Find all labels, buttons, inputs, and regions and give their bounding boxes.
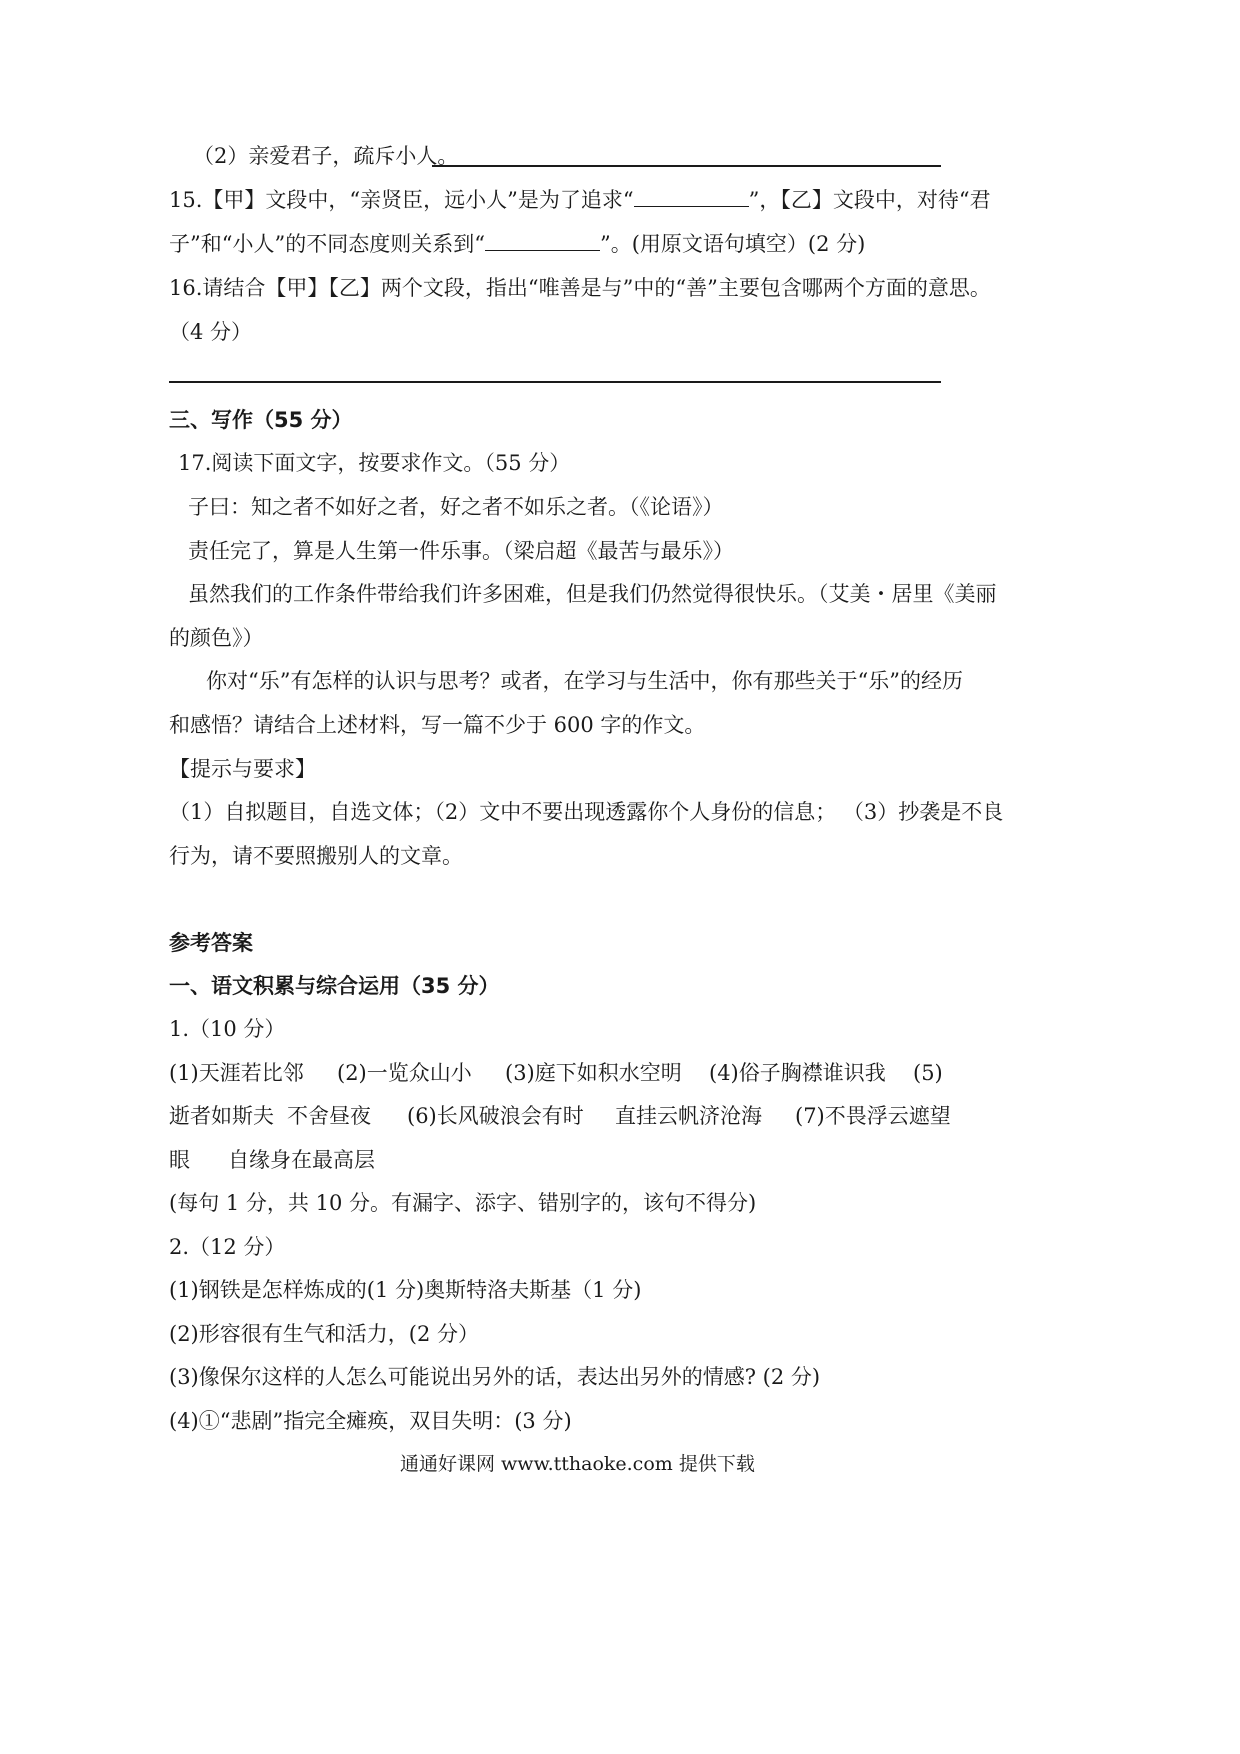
answer1-note: (每句 1 分，共 10 分。有漏字、添字、错别字的，该句不得分) bbox=[169, 1191, 757, 1215]
answer1-item: (1)天涯若比邻 bbox=[169, 1061, 304, 1085]
q16-line2: （4 分） bbox=[169, 320, 253, 344]
quote-curie-line1: 虽然我们的工作条件带给我们许多困难，但是我们仍然觉得很快乐。（艾美・居里《美丽 bbox=[188, 582, 997, 606]
answer2-item2: (2)形容很有生气和活力，(2 分） bbox=[169, 1322, 479, 1346]
answer1-item: (2)一览众山小 bbox=[337, 1061, 472, 1085]
essay-prompt-line1: 你对“乐”有怎样的认识与思考？或者，在学习与生活中，你有那些关于“乐”的经历 bbox=[206, 669, 963, 693]
q15-line2: 子”和“小人”的不同态度则关系到“ ”。(用原文语句填空）(2 分) bbox=[169, 232, 866, 256]
answer1-item: (6)长风破浪会有时 bbox=[407, 1104, 584, 1128]
answer1-item: (7)不畏浮云遮望 bbox=[795, 1104, 951, 1128]
answer1-item: 眼 bbox=[169, 1148, 190, 1172]
answers-heading: 参考答案 bbox=[169, 931, 253, 955]
answer2-title: 2.（12 分） bbox=[169, 1235, 286, 1259]
quote-liang: 责任完了，算是人生第一件乐事。（梁启超《最苦与最乐》） bbox=[188, 539, 734, 563]
answer1-title: 1.（10 分） bbox=[169, 1017, 286, 1041]
answer1-item: 逝者如斯夫 bbox=[169, 1104, 274, 1128]
q15-line1: 15.【甲】文段中，“亲贤臣，远小人”是为了追求“ ”，【乙】文段中，对待“君 bbox=[169, 188, 991, 212]
answer1-item: 自缘身在最高层 bbox=[228, 1148, 375, 1172]
quote-lunyu: 子曰：知之者不如好之者，好之者不如乐之者。（《论语》） bbox=[188, 495, 724, 519]
answer1-item: (5) bbox=[913, 1061, 943, 1085]
answer2-item1: (1)钢铁是怎样炼成的(1 分)奥斯特洛夫斯基（1 分) bbox=[169, 1278, 642, 1302]
answer2-item4: (4)①“悲剧”指完全瘫痪，双目失明：(3 分) bbox=[169, 1409, 572, 1433]
q17-prompt: 17.阅读下面文字，按要求作文。（55 分） bbox=[178, 451, 571, 475]
answer1-item: (3)庭下如积水空明 bbox=[505, 1061, 682, 1085]
tips-line1: （1）自拟题目，自选文体；（2）文中不要出现透露你个人身份的信息； （3）抄袭是不良 bbox=[169, 800, 1004, 824]
q16-line1: 16.请结合【甲】【乙】两个文段，指出“唯善是与”中的“善”主要包含哪两个方面的意思。 bbox=[169, 276, 991, 300]
tips-line2: 行为，请不要照搬别人的文章。 bbox=[169, 844, 463, 868]
answer2-item3: (3)像保尔这样的人怎么可能说出另外的话，表达出另外的情感? (2 分) bbox=[169, 1365, 821, 1389]
q15-blank-2 bbox=[485, 249, 600, 251]
answer1-item: 不舍昼夜 bbox=[287, 1104, 371, 1128]
quote-curie-line2: 的颜色》） bbox=[169, 626, 264, 650]
writing-heading: 三、写作（55 分） bbox=[169, 408, 353, 432]
answer1-item: (4)俗子胸襟谁识我 bbox=[709, 1061, 886, 1085]
answer1-item: 直挂云帆济沧海 bbox=[615, 1104, 762, 1128]
page-footer: 通通好课网 www.tthaoke.com 提供下载 bbox=[400, 1453, 755, 1475]
q15-blank-1 bbox=[634, 205, 749, 207]
answer-line-q16 bbox=[169, 381, 941, 383]
tips-heading: 【提示与要求】 bbox=[169, 757, 316, 781]
q14-item2: （2）亲爱君子，疏斥小人。 bbox=[193, 144, 459, 168]
answers-section1-heading: 一、语文积累与综合运用（35 分） bbox=[169, 974, 500, 998]
essay-prompt-line2: 和感悟？请结合上述材料，写一篇不少于 600 字的作文。 bbox=[169, 713, 706, 737]
answer-line-q14 bbox=[432, 165, 941, 167]
